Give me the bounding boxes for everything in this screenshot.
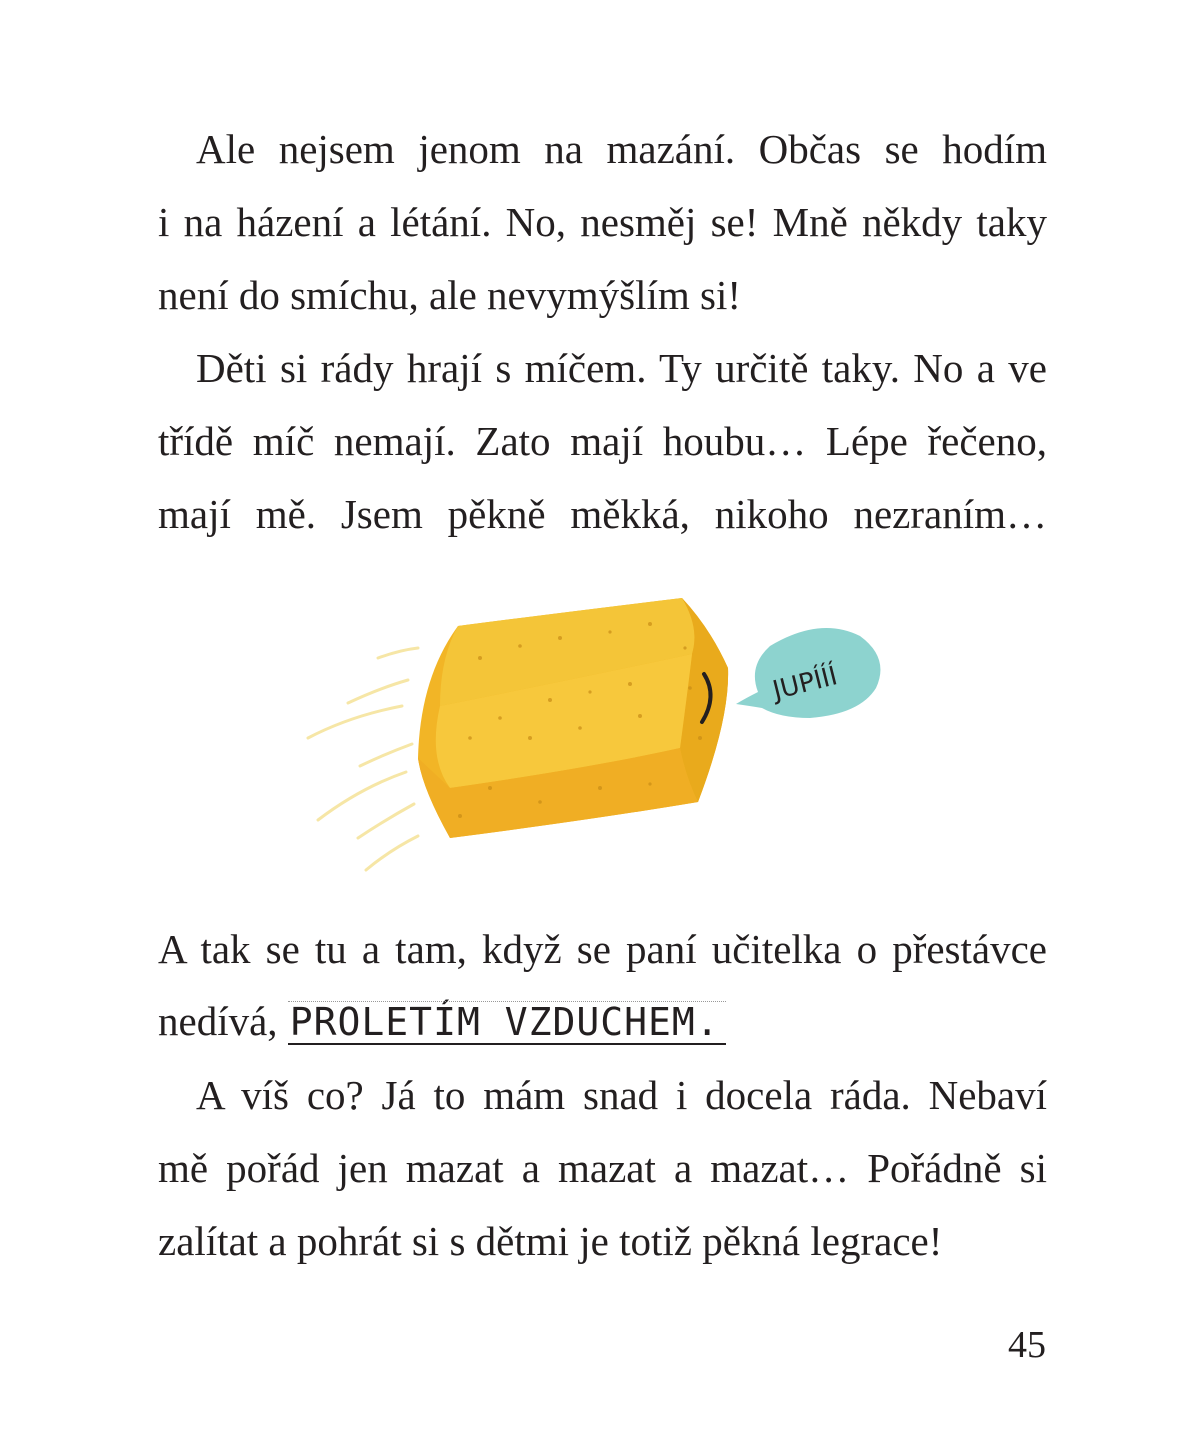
text-line: není do smíchu, ale nevymýšlím si! [158, 272, 742, 318]
text-line: mají mě. Jsem pěkně měkká, nikoho nezraním… [158, 491, 1047, 537]
handwritten-emphasis: PROLETÍM VZDUCHEM. [288, 997, 722, 1047]
text-prefix: nedívá, [158, 998, 288, 1044]
text-line: mě pořád jen mazat a mazat a mazat… Pořádně si [158, 1145, 1047, 1191]
text-line: A tak se tu a tam, když se paní učitelka o přestávce [158, 926, 1047, 972]
text-line: Děti si rády hrají s míčem. Ty určitě taky. No a ve [196, 345, 1047, 391]
flying-sponge-illustration [290, 588, 890, 888]
text-line: i na házení a létání. No, nesměj se! Mně někdy taky [158, 199, 1047, 245]
page-number: 45 [1008, 1324, 1046, 1366]
motion-lines [308, 648, 418, 870]
sponge-icon [418, 598, 728, 838]
speech-bubble-text: JUPÍÍÍ [769, 661, 841, 707]
speech-bubble [736, 628, 880, 718]
text-line: zalítat a pohrát si s dětmi je totiž pěkná legrace! [158, 1218, 943, 1264]
text-line-with-emphasis [158, 996, 1047, 1047]
text-line: A víš co? Já to mám snad i docela ráda. Nebaví [196, 1072, 1047, 1118]
text-line: Ale nejsem jenom na mazání. Občas se hodím [196, 126, 1047, 172]
text-line: třídě míč nemají. Zato mají houbu… Lépe řečeno, [158, 418, 1047, 464]
